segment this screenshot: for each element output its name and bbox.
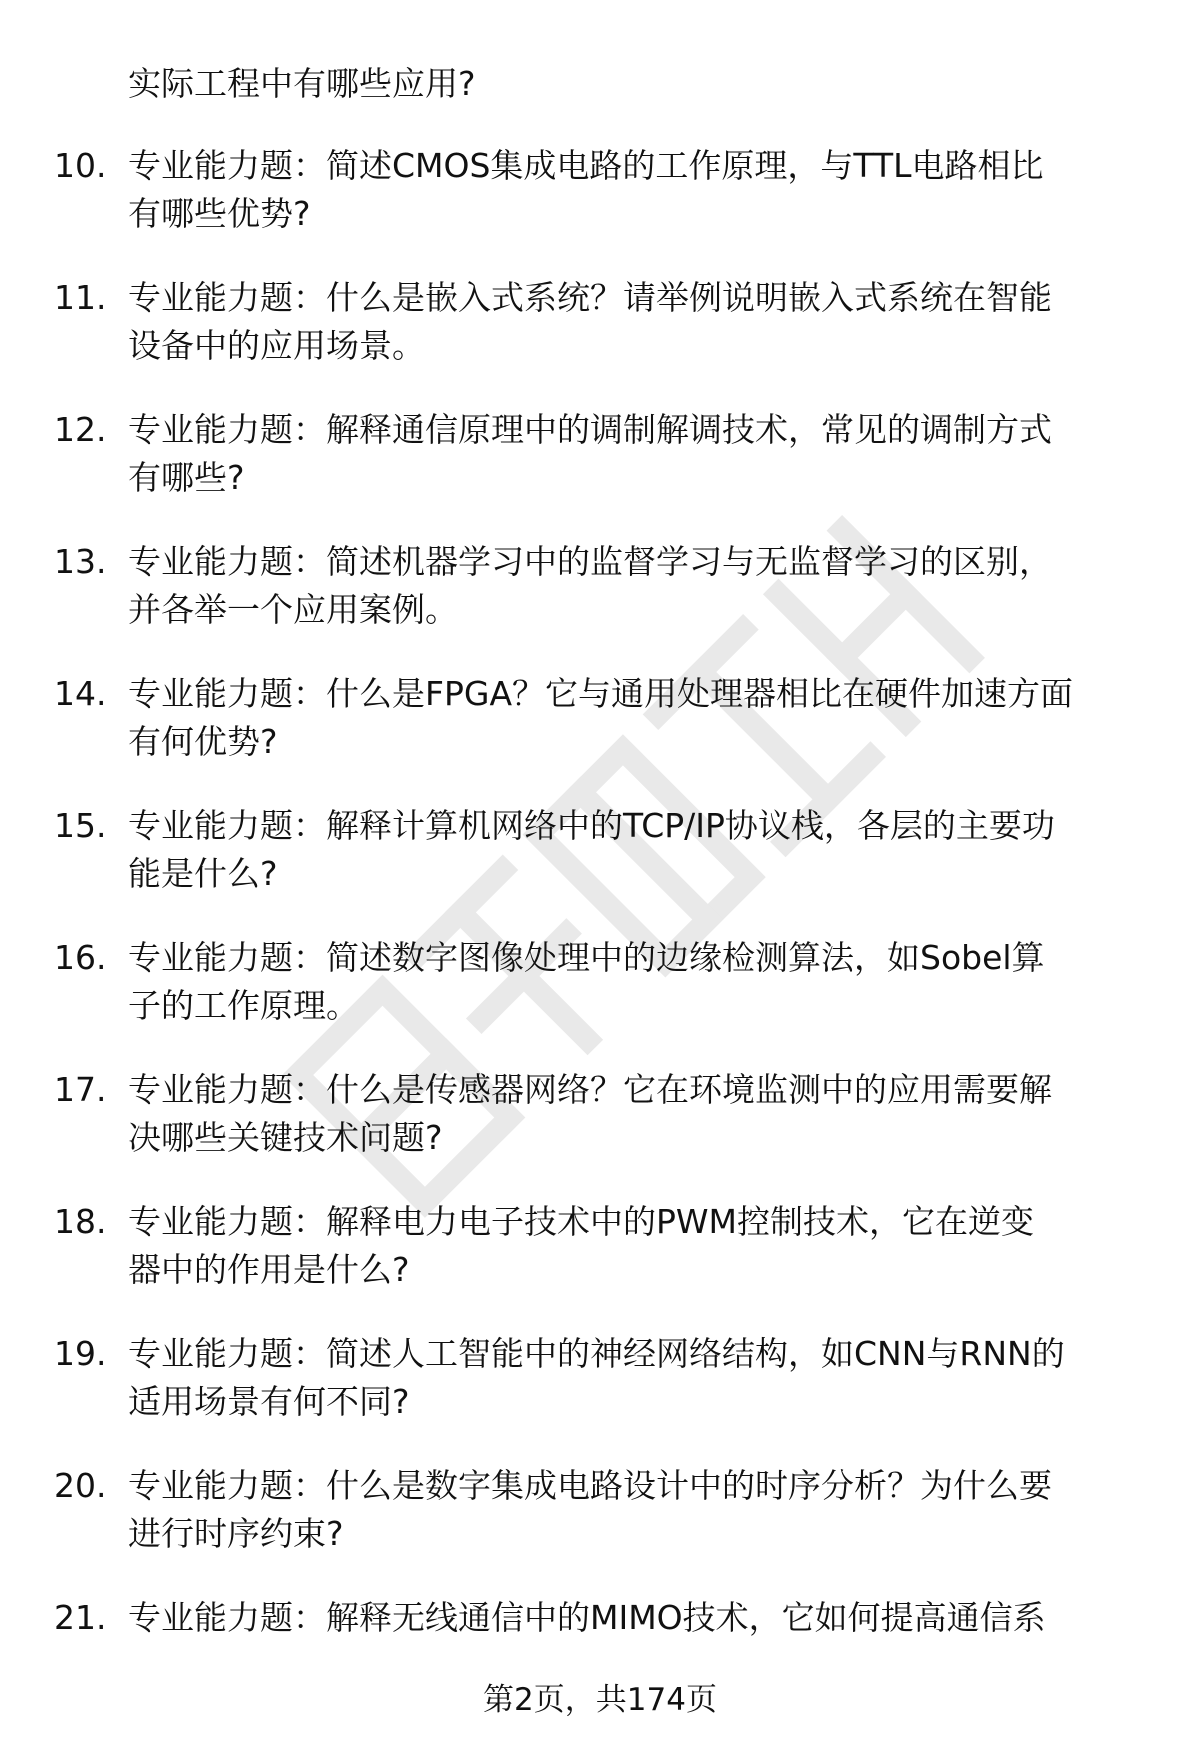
question-list: [0, 142, 1200, 1726]
question-item: [0, 1462, 1200, 1594]
question-line: 适用场景有何不同?: [128, 1382, 410, 1421]
question-line: 专业能力题：解释电力电子技术中的PWM控制技术，它在逆变: [128, 1202, 1035, 1241]
question-line: 专业能力题：什么是FPGA？它与通用处理器相比在硬件加速方面: [128, 674, 1074, 713]
question-number: 11.: [54, 278, 107, 317]
question-line: 设备中的应用场景。: [128, 326, 425, 365]
question-line: 专业能力题：解释通信原理中的调制解调技术，常见的调制方式: [128, 410, 1052, 449]
question-line: 专业能力题：什么是传感器网络？它在环境监测中的应用需要解: [128, 1070, 1052, 1109]
question-text: [128, 934, 1173, 1030]
question-item: [0, 1066, 1200, 1198]
question-number: 16.: [54, 938, 107, 977]
question-text: [128, 142, 1173, 238]
question-number: 20.: [54, 1466, 107, 1505]
question-line: 专业能力题：简述CMOS集成电路的工作原理，与TTL电路相比: [128, 146, 1044, 185]
question-text: [128, 670, 1173, 766]
question-number: 13.: [54, 542, 107, 581]
question-line: 有哪些?: [128, 458, 245, 497]
question-text: [128, 1462, 1173, 1558]
question-item: [0, 142, 1200, 274]
question-item: [0, 1198, 1200, 1330]
question-line: 子的工作原理。: [128, 986, 359, 1025]
question-item: [0, 274, 1200, 406]
question-line: 决哪些关键技术问题?: [128, 1118, 443, 1157]
question-line: 专业能力题：什么是嵌入式系统？请举例说明嵌入式系统在智能: [128, 278, 1052, 317]
question-number: 14.: [54, 674, 107, 713]
question-number: 12.: [54, 410, 107, 449]
question-text: [128, 802, 1173, 898]
question-line: 进行时序约束?: [128, 1514, 344, 1553]
question-text: [128, 1198, 1173, 1294]
question-item: [0, 802, 1200, 934]
question-text: [128, 406, 1173, 502]
question-line: 专业能力题：什么是数字集成电路设计中的时序分析？为什么要: [128, 1466, 1052, 1505]
question-line: 能是什么?: [128, 854, 278, 893]
question-text: [128, 1066, 1173, 1162]
question-line: 专业能力题：解释无线通信中的MIMO技术，它如何提高通信系: [128, 1598, 1046, 1637]
question-item: [0, 670, 1200, 802]
question-text: [128, 1594, 1173, 1642]
question-text: [128, 538, 1173, 634]
question-line: 专业能力题：解释计算机网络中的TCP/IP协议栈，各层的主要功: [128, 806, 1055, 845]
question-number: 19.: [54, 1334, 107, 1373]
question-line: 有哪些优势?: [128, 194, 311, 233]
question-line: 专业能力题：简述人工智能中的神经网络结构，如CNN与RNN的: [128, 1334, 1065, 1373]
page-footer: 第2页，共174页: [483, 1682, 717, 1718]
continuation-text: 实际工程中有哪些应用?: [128, 64, 476, 103]
question-item: [0, 934, 1200, 1066]
question-line: 并各举一个应用案例。: [128, 590, 458, 629]
question-number: 21.: [54, 1598, 107, 1637]
question-line: 有何优势?: [128, 722, 278, 761]
question-line: 专业能力题：简述机器学习中的监督学习与无监督学习的区别，: [128, 542, 1052, 581]
question-text: [128, 1330, 1173, 1426]
question-item: [0, 538, 1200, 670]
question-number: 17.: [54, 1070, 107, 1109]
question-number: 10.: [54, 146, 107, 185]
question-line: 专业能力题：简述数字图像处理中的边缘检测算法，如Sobel算: [128, 938, 1045, 977]
question-item: [0, 1330, 1200, 1462]
question-number: 18.: [54, 1202, 107, 1241]
question-number: 15.: [54, 806, 107, 845]
question-line: 器中的作用是什么?: [128, 1250, 410, 1289]
question-text: [128, 274, 1173, 370]
question-item: [0, 406, 1200, 538]
